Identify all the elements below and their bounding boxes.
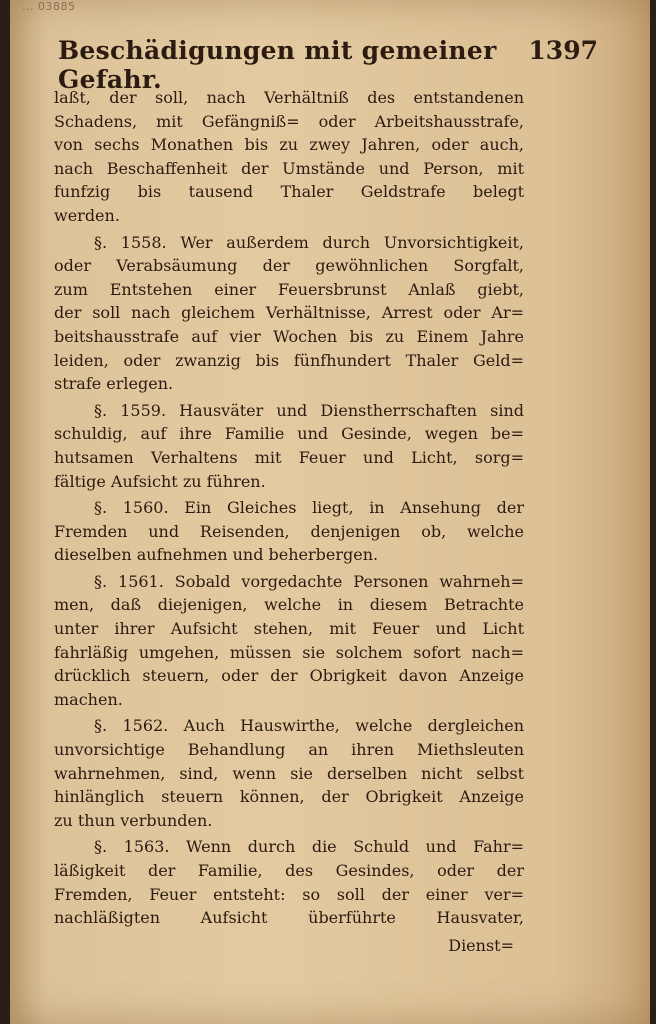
text-line: Fremden und Reisenden, denjenigen ob, welche: [54, 521, 524, 541]
library-stamp: ... 03885: [22, 0, 76, 13]
text-line: §. 1559. Hausväter und Dienstherrschaften sind: [94, 400, 524, 420]
text-line: beitshausstrafe auf vier Wochen bis zu Einem Jahre: [54, 326, 524, 346]
text-line: dieselben aufnehmen und beherbergen.: [54, 545, 379, 565]
text-line: unter ihrer Aufsicht stehen, mit Feuer und Licht: [54, 619, 524, 639]
text-line: schuldig, auf ihre Familie und Gesinde, wegen be=: [54, 424, 524, 444]
text-line: fältige Aufsicht zu führen.: [54, 471, 266, 491]
page-body: [54, 86, 524, 930]
text-line: strafe erlegen.: [54, 374, 174, 394]
paragraph-1559: [54, 399, 524, 493]
text-line: nachläßigten Aufsicht überführte Hausvater,: [54, 908, 524, 928]
text-line: §. 1561. Sobald vorgedachte Personen wahrneh=: [94, 571, 524, 591]
text-line: werden.: [54, 205, 120, 225]
text-line: §. 1558. Wer außerdem durch Unvorsichtigkeit,: [94, 232, 524, 252]
page-number: 1397: [528, 36, 598, 65]
text-line: wahrnehmen, sind, wenn sie derselben nicht selbst: [54, 763, 524, 783]
text-line: zu thun verbunden.: [54, 810, 213, 830]
text-line: Fremden, Feuer entsteht: so soll der einer ver=: [54, 884, 524, 904]
text-line: hinlänglich steuern können, der Obrigkeit Anzeige: [54, 787, 524, 807]
text-line: §. 1563. Wenn durch die Schuld und Fahr=: [94, 837, 524, 857]
running-header: [58, 36, 598, 94]
text-line: zum Entstehen einer Feuersbrunst Anlaß giebt,: [54, 279, 524, 299]
book-page: [10, 0, 650, 1024]
text-line: funfzig bis tausend Thaler Geldstrafe belegt: [54, 182, 524, 202]
text-line: Schadens, mit Gefängniß= oder Arbeitshausstrafe,: [54, 111, 524, 131]
text-line: leiden, oder zwanzig bis fünfhundert Thaler Geld=: [54, 350, 524, 370]
paragraph-1558: [54, 231, 524, 396]
text-line: oder Verabsäumung der gewöhnlichen Sorgfalt,: [54, 256, 524, 276]
text-line: nach Beschaffenheit der Umstände und Person, mit: [54, 158, 524, 178]
text-line: machen.: [54, 689, 123, 709]
paragraph-1561: [54, 570, 524, 712]
text-line: von sechs Monathen bis zu zwey Jahren, oder auch,: [54, 135, 524, 155]
text-line: läßigkeit der Familie, des Gesindes, oder der: [54, 861, 524, 880]
paragraph-1560: [54, 496, 524, 567]
text-line: der soll nach gleichem Verhältnisse, Arrest oder Ar=: [54, 303, 524, 323]
paragraph-1562: [54, 714, 524, 832]
catchword: Dienst=: [448, 936, 514, 955]
text-line: §. 1562. Auch Hauswirthe, welche dergleichen: [94, 716, 524, 736]
paragraph-1563: [54, 835, 524, 929]
text-line: men, daß diejenigen, welche in diesem Betrachte: [54, 595, 524, 615]
header-title: Beschädigungen mit gemeiner Gefahr.: [58, 36, 497, 94]
text-line: laßt, der soll, nach Verhältniß des entstandenen: [54, 88, 524, 107]
text-line: fahrläßig umgehen, müssen sie solchem sofort nach=: [54, 642, 524, 662]
text-line: drücklich steuern, oder der Obrigkeit davon Anzeige: [54, 666, 524, 686]
paragraph-continuation: [54, 86, 524, 228]
text-line: §. 1560. Ein Gleiches liegt, in Ansehung der: [94, 498, 524, 518]
text-line: unvorsichtige Behandlung an ihren Miethsleuten: [54, 740, 524, 760]
text-line: hutsamen Verhaltens mit Feuer und Licht, sorg=: [54, 447, 524, 467]
